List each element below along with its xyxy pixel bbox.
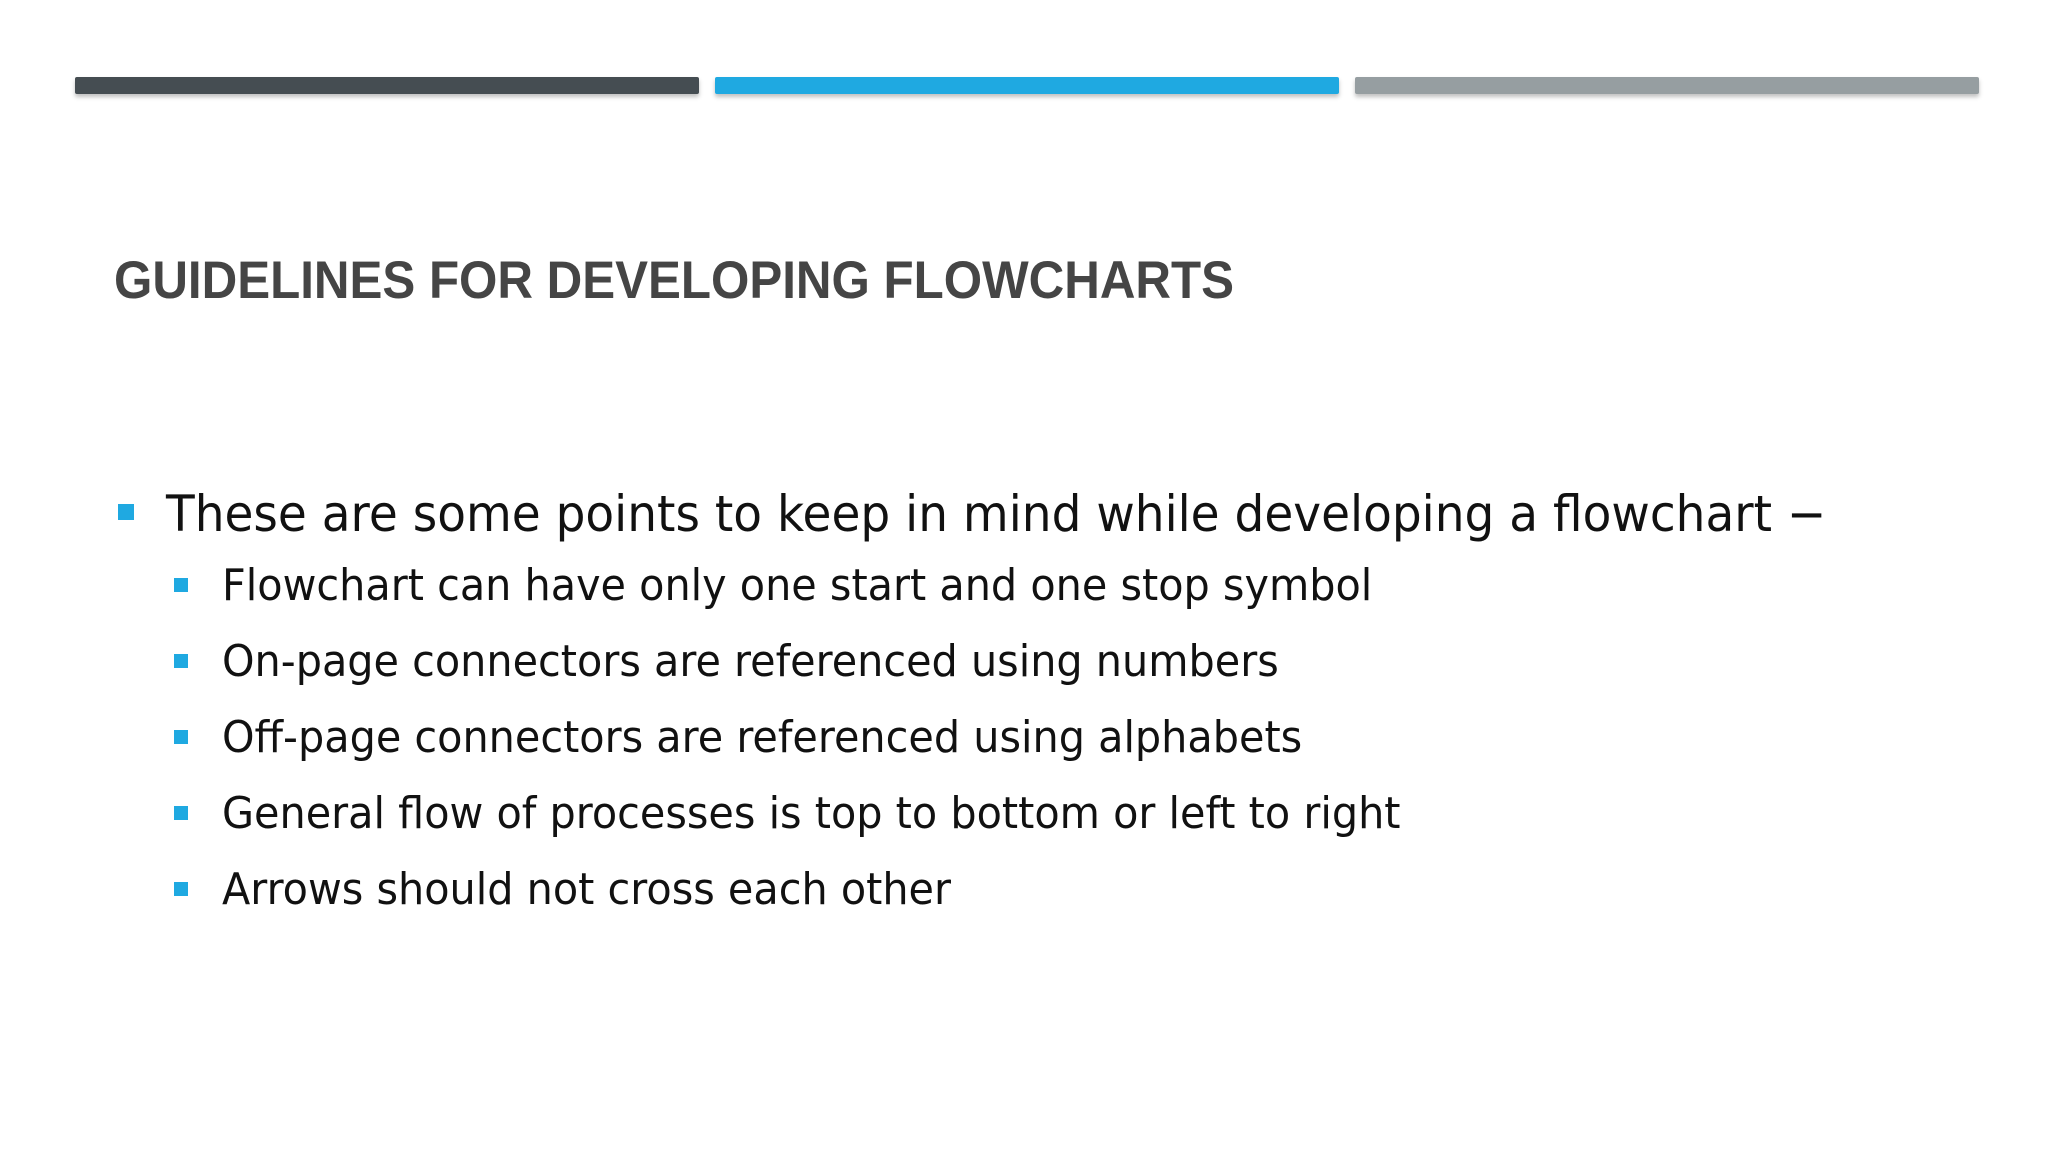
- decorative-bar-gray: [1355, 77, 1979, 94]
- sub-bullet-item: [114, 700, 1994, 776]
- square-bullet-icon: [118, 504, 134, 520]
- bullet-text: These are some points to keep in mind while developing a flowchart −: [166, 485, 1827, 543]
- sub-bullet-item: [114, 548, 1994, 624]
- sub-bullet-text: On-page connectors are referenced using numbers: [222, 636, 1279, 687]
- square-bullet-icon: [174, 882, 188, 896]
- sub-bullet-text: Flowchart can have only one start and one stop symbol: [222, 560, 1373, 611]
- sub-bullet-text: Off-page connectors are referenced using alphabets: [222, 712, 1303, 763]
- decorative-bar-dark: [75, 77, 699, 94]
- sub-bullet-item: [114, 852, 1994, 928]
- decorative-bar-accent: [715, 77, 1339, 94]
- square-bullet-icon: [174, 806, 188, 820]
- bullet-item: [114, 480, 1994, 548]
- sub-bullet-item: [114, 776, 1994, 852]
- sub-bullet-text: General flow of processes is top to bottom or left to right: [222, 788, 1401, 839]
- square-bullet-icon: [174, 730, 188, 744]
- square-bullet-icon: [174, 654, 188, 668]
- slide-title: GUIDELINES FOR DEVELOPING FLOWCHARTS: [114, 251, 1235, 310]
- sub-bullet-text: Arrows should not cross each other: [222, 864, 952, 915]
- header-decoration-bars: [75, 77, 1979, 94]
- sub-bullet-item: [114, 624, 1994, 700]
- bullet-list: [114, 480, 1994, 928]
- square-bullet-icon: [174, 578, 188, 592]
